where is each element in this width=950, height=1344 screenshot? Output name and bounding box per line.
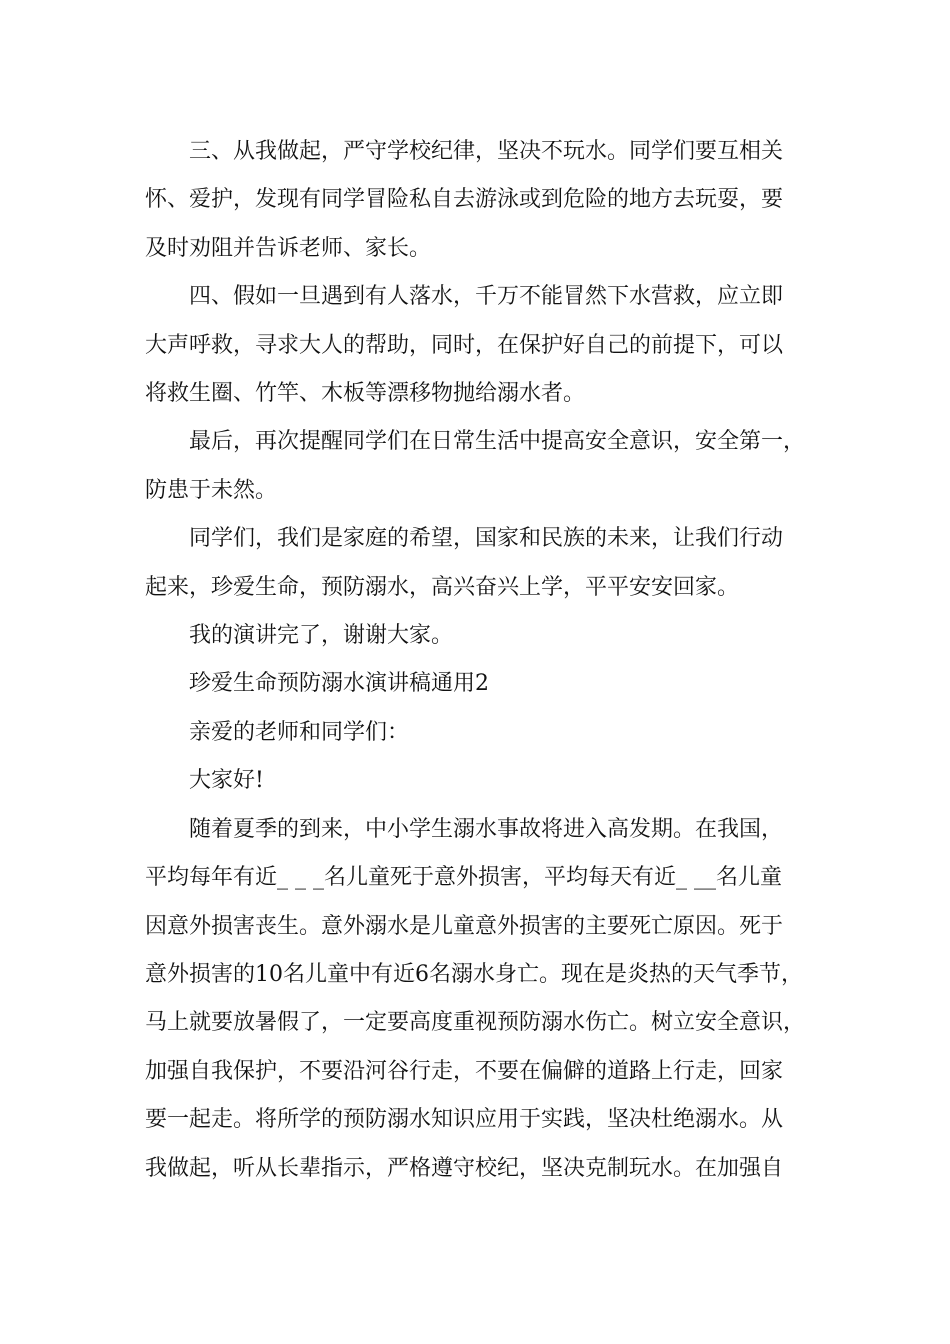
text-line: 三、从我做起，严守学校纪律，坚决不玩水。同学们要互相关 (189, 139, 784, 164)
paragraph-closing (145, 612, 825, 660)
text-line: 平均每年有近_ _ _名儿童死于意外损害，平均每天有近_ __名儿童 (145, 865, 782, 891)
text-line: 珍爱生命预防溺水演讲稿通用2 (189, 671, 489, 697)
paragraph-call-to-action (145, 515, 825, 612)
text-line: 要一起走。将所学的预防溺水知识应用于实践，坚决杜绝溺水。从 (145, 1107, 784, 1133)
text-line: 亲爱的老师和同学们： (189, 719, 410, 745)
text-line: 马上就要放暑假了，一定要高度重视预防溺水伤亡。树立安全意识， (145, 1010, 806, 1036)
text-line: 防患于未然。 (145, 477, 278, 503)
paragraph-body (145, 806, 825, 1193)
document-body (145, 128, 825, 1193)
salutation (145, 709, 825, 757)
text-line: 将救生圈、竹竿、木板等漂移物抛给溺水者。 (145, 381, 586, 407)
text-line: 大声呼救，寻求大人的帮助，同时，在保护好自己的前提下，可以 (145, 332, 784, 358)
paragraph-rule-three (145, 128, 825, 273)
text-line: 四、假如一旦遇到有人落水，千万不能冒然下水营救，应立即 (189, 284, 784, 310)
text-line: 起来，珍爱生命，预防溺水，高兴奋兴上学，平平安安回家。 (145, 574, 740, 600)
text-line: 意外损害的10名儿童中有近6名溺水身亡。现在是炎热的天气季节， (145, 961, 803, 987)
text-line: 加强自我保护，不要沿河谷行走，不要在偏僻的道路上行走，回家 (145, 1058, 784, 1084)
paragraph-rule-four (145, 273, 825, 418)
text-line: 因意外损害丧生。意外溺水是儿童意外损害的主要死亡原因。死于 (145, 913, 784, 939)
text-line: 及时劝阻并告诉老师、家长。 (145, 235, 432, 261)
section-heading (145, 660, 825, 708)
text-line: 随着夏季的到来，中小学生溺水事故将进入高发期。在我国， (189, 816, 784, 842)
text-line: 怀、爱护，发现有同学冒险私自去游泳或到危险的地方去玩耍，要 (145, 187, 784, 213)
text-line: 最后，再次提醒同学们在日常生活中提高安全意识，安全第一， (189, 429, 806, 455)
text-line: 同学们，我们是家庭的希望，国家和民族的未来，让我们行动 (189, 526, 784, 552)
text-line: 我做起，听从长辈指示，严格遵守校纪，坚决克制玩水。在加强自 (145, 1155, 784, 1181)
text-line: 我的演讲完了，谢谢大家。 (189, 623, 454, 649)
text-line: 大家好! (189, 768, 264, 794)
paragraph-reminder (145, 418, 825, 515)
greeting (145, 757, 825, 805)
